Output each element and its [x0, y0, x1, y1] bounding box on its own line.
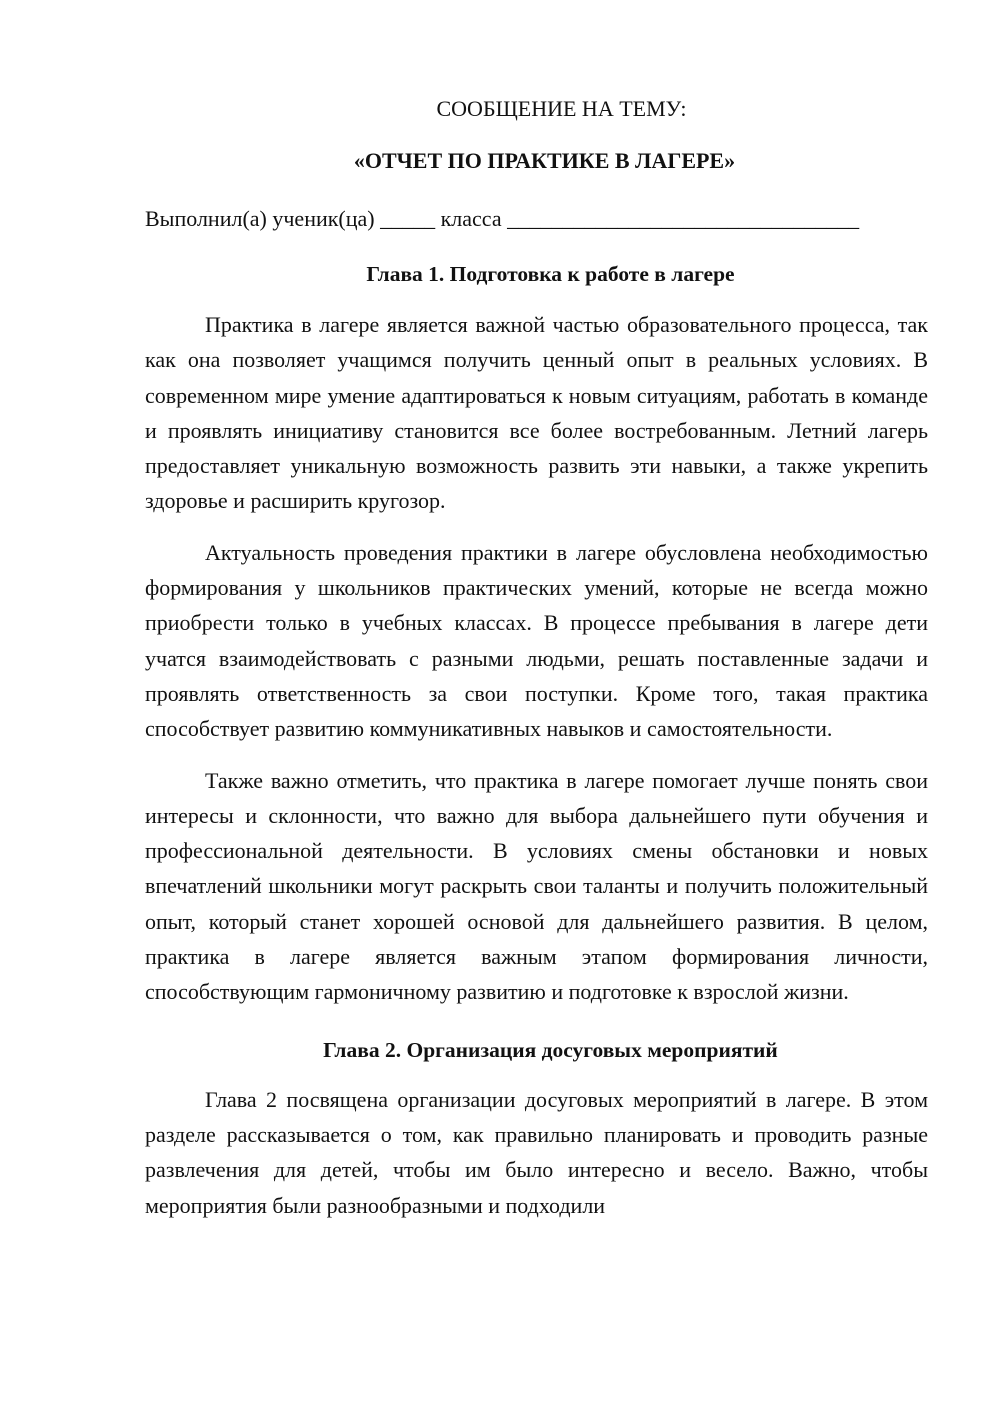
author-line: Выполнил(а) ученик(ца) _____ класса ________________________________ — [145, 206, 860, 231]
chapter-1-paragraph-1: Практика в лагере является важной частью образовательного процесса, так как она позволяет учащимся получить ценный опыт в реальных условиях. В современном мире умение адаптироваться к новым ситуациям, работать в команде и проявлять инициативу становится все более востребованным. Летний лагерь предоставляет уникальную возможность развить эти навыки, а также укрепить здоровье и расширить кругозор. — [145, 312, 928, 514]
document-title-line-1: СООБЩЕНИЕ НА ТЕМУ: — [436, 96, 687, 121]
chapter-2-paragraph-1: Глава 2 посвящена организации досуговых мероприятий в лагере. В этом разделе рассказывается о том, как правильно планировать и проводить разные развлечения для детей, чтобы им было интересно и весело. Важно, чтобы мероприятия были разнообразными и подходили — [145, 1086, 928, 1218]
document-title-line-2: «ОТЧЕТ ПО ПРАКТИКЕ В ЛАГЕРЕ» — [353, 148, 736, 173]
chapter-1-paragraph-3: Также важно отметить, что практика в лагере помогает лучше понять свои интересы и склонности, что важно для выбора дальнейшего пути обучения и профессиональной деятельности. В условиях смены обстановки и новых впечатлений школьники могут раскрыть свои таланты и получить положительный опыт, который станет хорошей основой для дальнейшего развития. В целом, практика в лагере является важным этапом формирования личности, способствующим гармоничному развитию и подготовке к взрослой жизни. — [145, 767, 928, 1005]
chapter-1-paragraph-2: Актуальность проведения практики в лагере обусловлена необходимостью формирования у школьников практических умений, которые не всегда можно приобрести только в учебных классах. В процессе пребывания в лагере дети учатся взаимодействовать с разными людьми, решать поставленные задачи и проявлять ответственность за свои поступки. Кроме того, такая практика способствует развитию коммуникативных навыков и самостоятельности. — [145, 539, 928, 742]
chapter-2-heading: Глава 2. Организация досуговых мероприятий — [323, 1037, 778, 1062]
document-body — [145, 93, 928, 1223]
chapter-1-heading: Глава 1. Подготовка к работе в лагере — [366, 262, 735, 286]
